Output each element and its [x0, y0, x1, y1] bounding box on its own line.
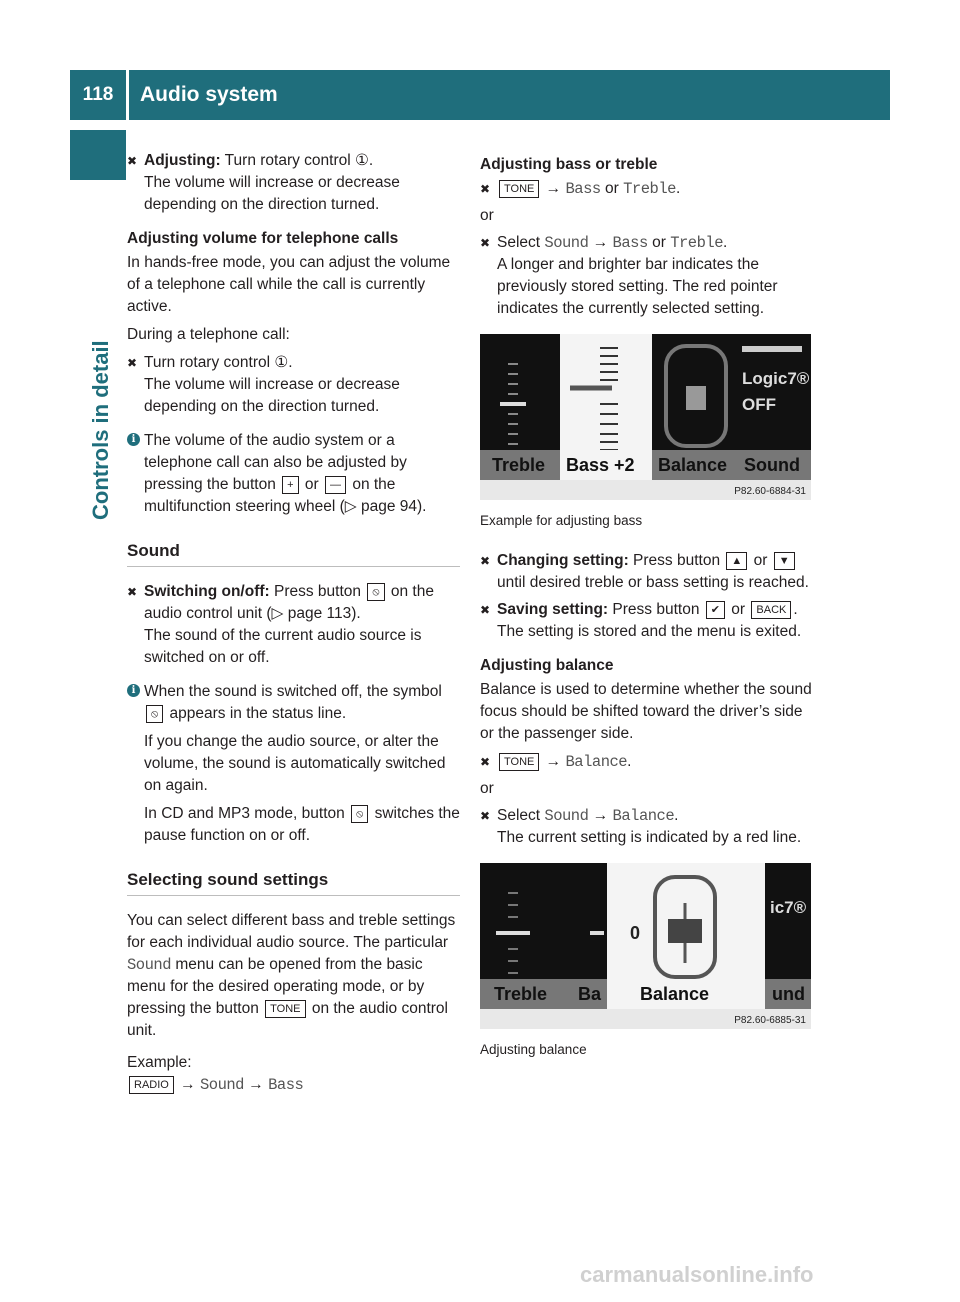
tab-sound: Sound: [744, 455, 800, 475]
watermark: carmanualsonline.info: [580, 1262, 814, 1287]
select-heading: Selecting sound settings: [127, 869, 460, 896]
tab-treble: Treble: [492, 455, 546, 475]
step-adjusting: ✖ Adjusting: Turn rotary control ①. The volume will increase or decrease depending on the direction turned.: [127, 152, 400, 213]
right-column: Adjusting bass or treble ✖ TONE → Bass or Treble. or ✖ Select Sound → Bass or Treble. A longer and brighter bar indicates the previously stored setting. The red pointer indicates the currently selected setting. Logic7® OFF Treble Bass +2 Balance Sound P82.60-6884-31 Example for adjusting bass ✖ Changing setting: Press button ▲ or ▼ until desired treble or bass setting is reached. ✖ Saving setting: Press button ✔ or BACK . The setting is stored and the menu is exited. Adjusting balance Balance is used to determine whether the sound focus should be shifted toward the driver’s side or the passenger side. ✖ TONE → Balance. or ✖ Select Sound → Balance. The current setting is indicated by a red line. 0 ic7® Treble Ba Balance und P82.60-6885-31 Adjusting balance: [480, 150, 813, 1079]
step-phone: ✖ Turn rotary control ①. The volume will increase or decrease depending on the direction turned.: [127, 354, 400, 415]
balance-screen-svg: [480, 863, 811, 1029]
plus-key-icon: +: [282, 476, 298, 494]
info-icon: i: [127, 433, 140, 446]
down-key-icon: ▼: [774, 552, 795, 570]
step-arrow-icon: ✖: [480, 809, 491, 823]
bass-screen-image: [480, 334, 811, 500]
step-arrow-icon: ✖: [127, 154, 138, 168]
tone-key-icon: TONE: [265, 1000, 305, 1018]
bass-heading: Adjusting bass or treble: [480, 156, 658, 173]
tab-bass: Bass +2: [566, 455, 635, 475]
step-arrow-icon: ✖: [127, 585, 138, 599]
tab-balance: Balance: [658, 455, 728, 475]
sound-heading: Sound: [127, 540, 460, 567]
tab-balance: Balance: [640, 984, 710, 1004]
up-key-icon: ▲: [726, 552, 747, 570]
bass-screen-svg: [480, 334, 811, 500]
info-note: i The volume of the audio system or a telephone call can also be adjusted by pressing the button + or — on the multifunction steering wheel (▷ page 94).: [127, 430, 460, 518]
page-number: 118: [82, 84, 114, 105]
step-tone-balance: ✖ TONE → Balance.: [480, 753, 632, 771]
logic7-label: ic7®: [770, 898, 807, 917]
image-code: P82.60-6884-31: [734, 486, 806, 497]
minus-key-icon: —: [325, 476, 346, 494]
step-saving: ✖ Saving setting: Press button ✔ or BACK . The setting is stored and the menu is exited.: [480, 601, 802, 640]
step-changing: ✖ Changing setting: Press button ▲ or ▼ until desired treble or bass setting is reached.: [480, 552, 809, 591]
page-header: [70, 70, 890, 120]
off-label: OFF: [742, 395, 776, 414]
balance-screen-image: [480, 863, 811, 1029]
image-caption: Adjusting balance: [480, 1042, 587, 1057]
step-select-balance: ✖ Select Sound → Balance. The current setting is indicated by a red line.: [480, 807, 802, 846]
step-arrow-icon: ✖: [127, 356, 138, 370]
step-select: ✖ Select Sound → Bass or Treble. A longer and brighter bar indicates the previously stored setting. The red pointer indicates the currently selected setting.: [480, 234, 778, 317]
section-tab: [70, 130, 126, 180]
tab-sound: und: [772, 984, 805, 1004]
step-arrow-icon: ✖: [480, 755, 491, 769]
mute-key-icon: ⦸: [351, 805, 368, 823]
header-separator: [126, 70, 129, 120]
tone-key-icon: TONE: [499, 753, 539, 771]
info-icon: i: [127, 684, 140, 697]
tab-treble: Treble: [494, 984, 548, 1004]
step-arrow-icon: ✖: [480, 236, 491, 250]
step-switching: ✖ Switching on/off: Press button ⦸ on the audio control unit (▷ page 113). The sound of the current audio source is switched on or off.: [127, 583, 434, 666]
left-column: ✖ Adjusting: Turn rotary control ①. The volume will increase or decrease depending on the direction turned. Adjusting volume for telephone calls In hands-free mode, you can adjust the volume of a telephone call while the call is currently active. During a telephone call: ✖ Turn rotary control ①. The volume will increase or decrease depending on the direction turned. i The volume of the audio system or a telephone call can also be adjusted by pressing the button + or — on the multifunction steering wheel (▷ page 94). Sound ✖ Switching on/off: Press button ⦸ on the audio control unit (▷ page 113). The sound of the current audio source is switched on or off. i When the sound is switched off, the symbol ⦸ appears in the status line. If you change the audio source, or alter the volume, the sound is automatically switched on again. In CD and MP3 mode, button ⦸ switches the pause function on or off. Selecting sound settings You can select different bass and treble settings for each individual audio source. The particular Sound menu can be opened from the basic menu for the desired operating mode, or by pressing the button TONE on the audio control unit. Example: RADIO → Sound → Bass: [127, 152, 460, 1094]
example-path: RADIO → Sound → Bass: [127, 1074, 460, 1096]
image-caption: Example for adjusting bass: [480, 513, 643, 528]
radio-key-icon: RADIO: [129, 1076, 174, 1094]
tab-bass: Ba: [578, 984, 602, 1004]
image-code: P82.60-6885-31: [734, 1015, 806, 1026]
phone-heading: Adjusting volume for telephone calls: [127, 230, 399, 247]
balance-value: 0: [630, 923, 641, 943]
back-key-icon: BACK: [751, 601, 791, 619]
logic7-label: Logic7®: [742, 369, 810, 388]
step-arrow-icon: ✖: [480, 603, 491, 617]
mute-key-icon: ⦸: [146, 705, 163, 723]
step-arrow-icon: ✖: [480, 182, 491, 196]
tone-key-icon: TONE: [499, 180, 539, 198]
balance-heading: Adjusting balance: [480, 657, 614, 674]
step-arrow-icon: ✖: [480, 554, 491, 568]
section-label: Controls in detail: [88, 340, 113, 520]
info-note: i When the sound is switched off, the symbol ⦸ appears in the status line. If you change the audio source, or alter the volume, the sound is automatically switched on again. In CD and MP3 mode, button ⦸ switches the pause function on or off.: [127, 681, 460, 847]
page-title: Audio system: [140, 83, 278, 106]
step-tone: ✖ TONE → Bass or Treble.: [480, 180, 681, 198]
select-paragraph: You can select different bass and treble settings for each individual audio source. The particular Sound menu can be opened from the basic menu for the desired operating mode, or by pressing the button TONE on the audio control unit.: [127, 912, 456, 1039]
ok-key-icon: ✔: [706, 601, 725, 619]
mute-key-icon: ⦸: [367, 583, 384, 601]
